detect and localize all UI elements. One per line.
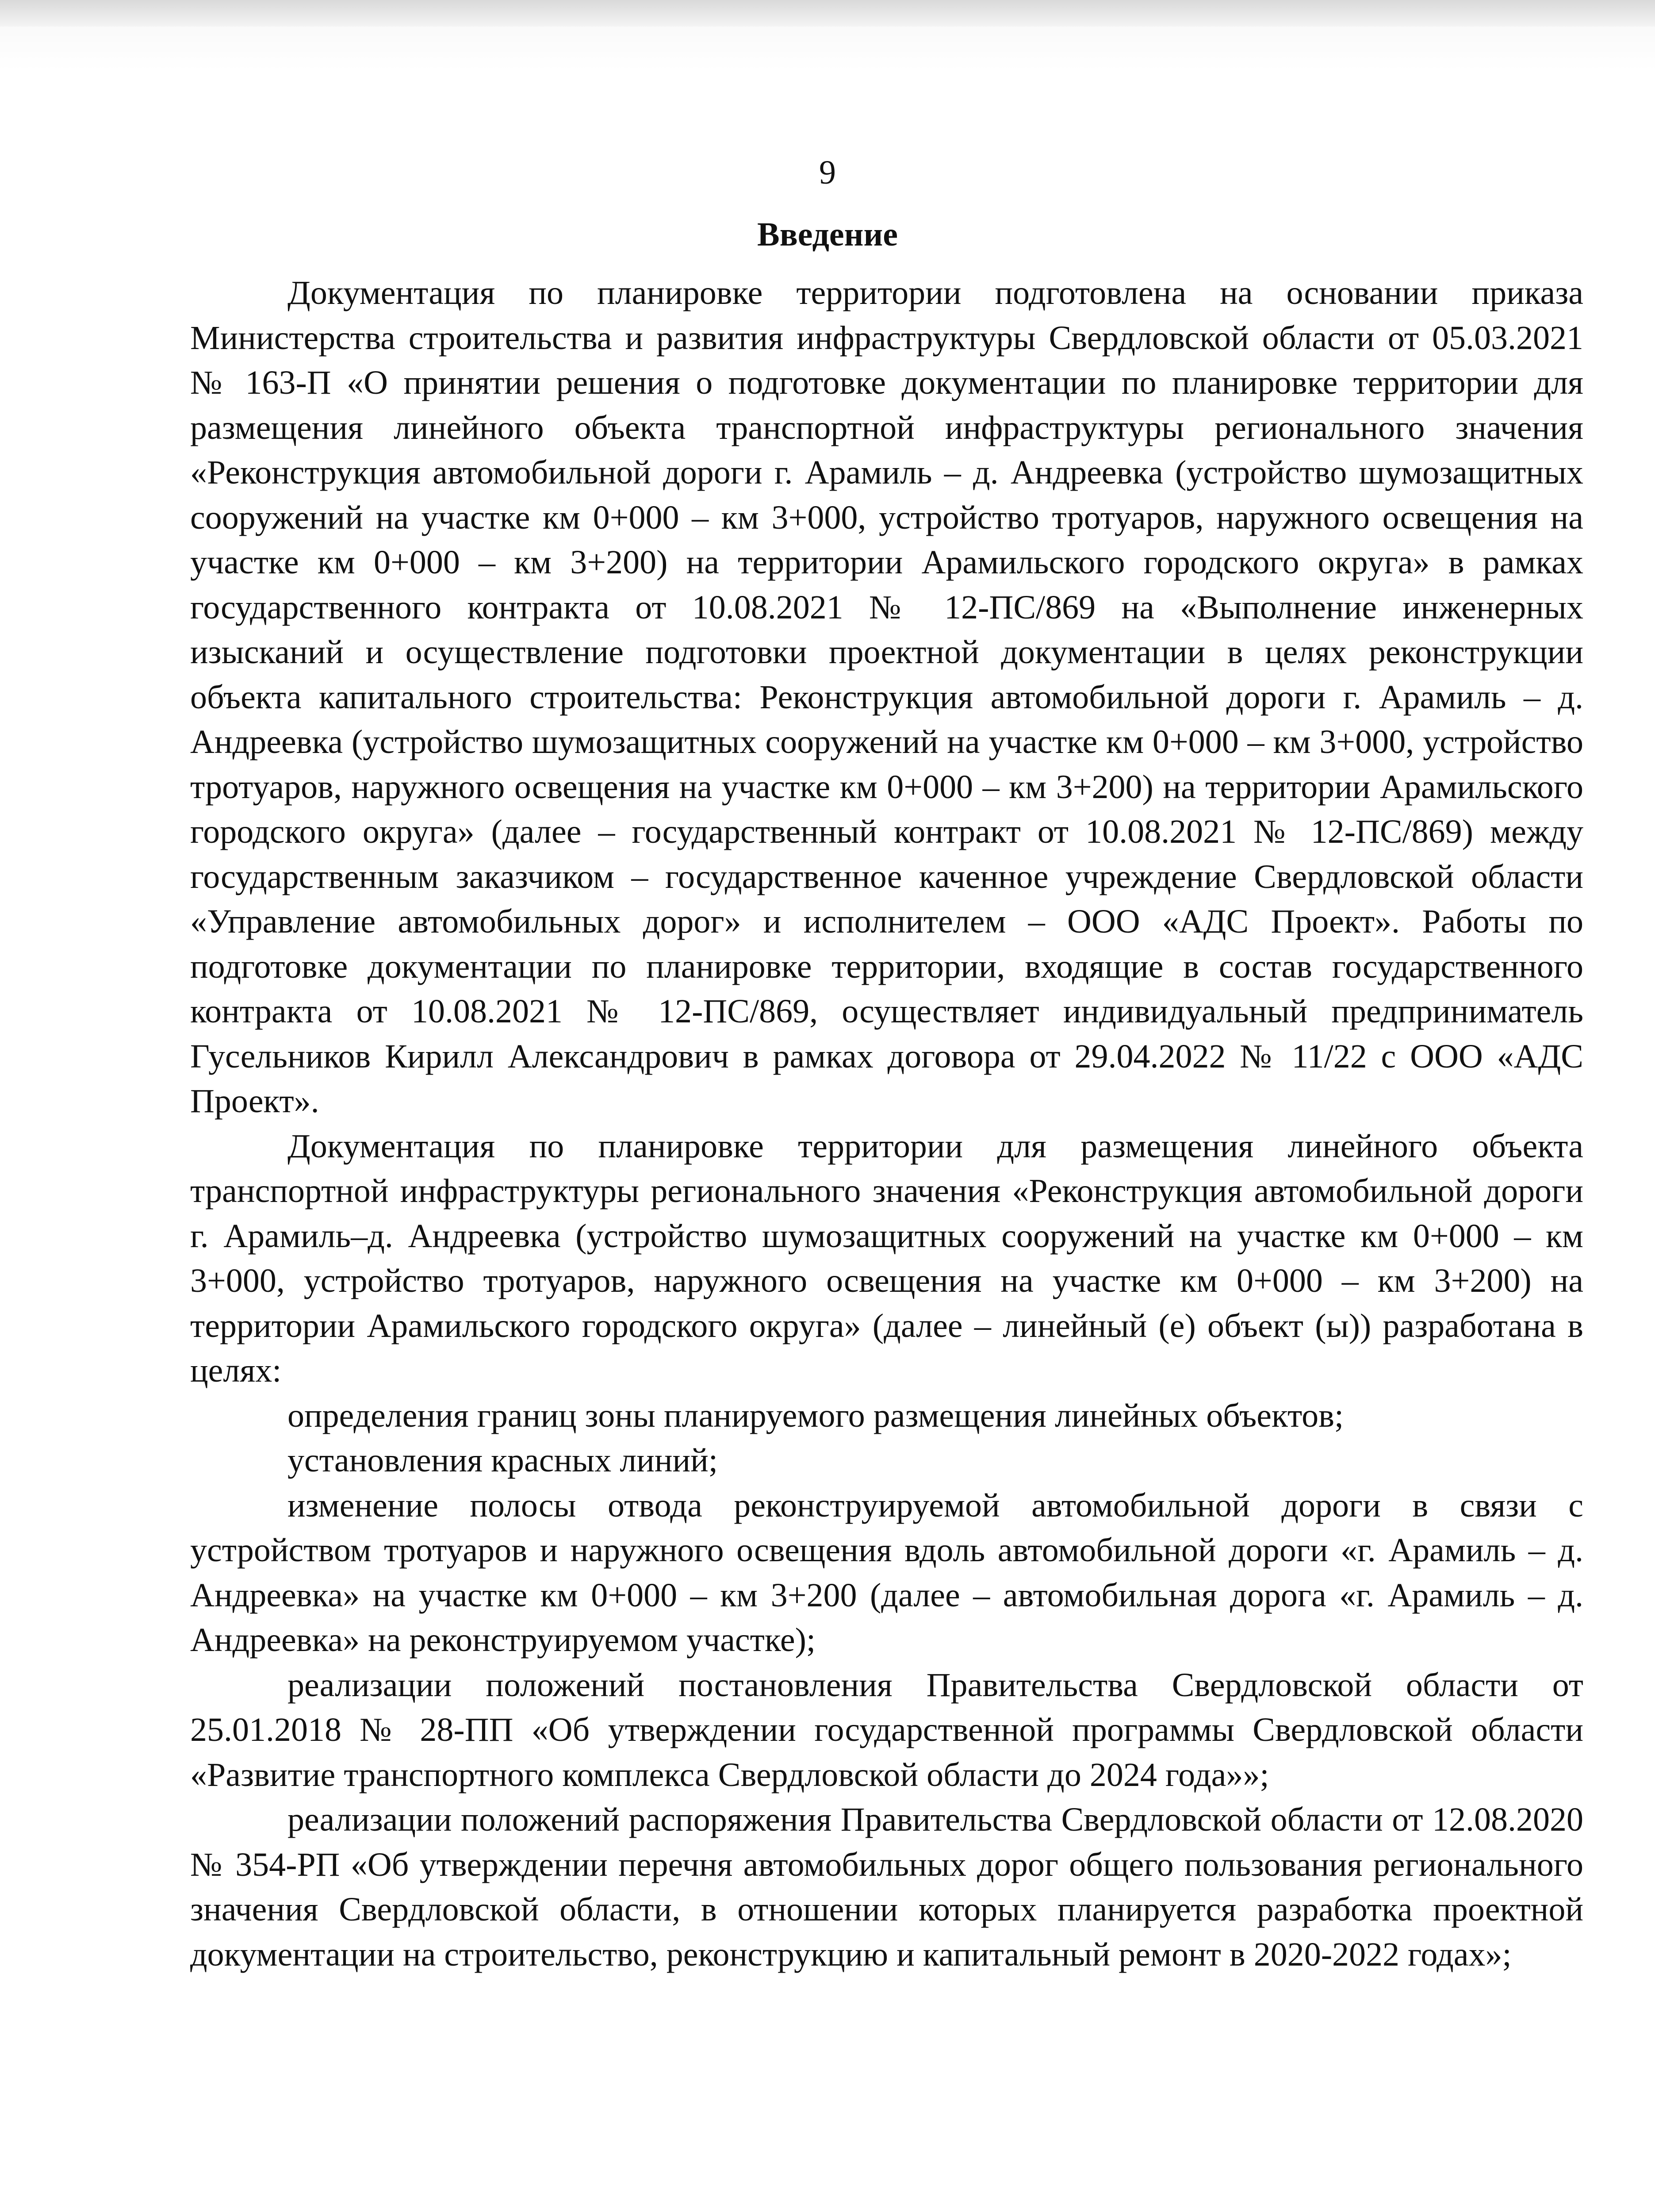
paragraph-basis: Документация по планировке территории подготовлена на основании приказа Министерства строительства и развития инфраструктуры Свердловской области от 05.03.2021 № 163-П «О принятии решения о подготовке документации по планировке территории для размещения линейного объекта транспортной инфраструктуры регионального значения «Реконструкция автомобильной дороги г. Арамиль – д. Андреевка (устройство шумозащитных сооружений на участке км 0+000 – км 3+000, устройство тротуаров, наружного освещения на участке км 0+000 – км 3+200) на территории Арамильского городского округа» в рамках государственного контракта от 10.08.2021 № 12-ПС/869 на «Выполнение инженерных изысканий и осуществление подготовки проектной документации в целях реконструкции объекта капитального строительства: Реконструкция автомобильной дороги г. Арамиль – д. Андреевка (устройство шумозащитных сооружений на участке км 0+000 – км 3+000, устройство тротуаров, наружного освещения на участке км 0+000 – км 3+200) на территории Арамильского городского округа» (далее – государственный контракт от 10.08.2021 № 12-ПС/869) между государственным заказчиком – государственное каченное учреждение Свердловской области «Управление автомобильных дорог» и исполнителем – ООО «АДС Проект». Работы по подготовке документации по планировке территории, входящие в состав государственного контракта от 10.08.2021 № 12-ПС/869, осуществляет индивидуальный предприниматель Гусельников Кирилл Александрович в рамках договора от 29.04.2022 № 11/22 с ООО «АДС Проект». — [190, 274, 1583, 1120]
list-item-resolution: реализации положений постановления Правительства Свердловской области от 25.01.2018 № 28-ПП «Об утверждении государственной программы Свердловской области «Развитие транспортного комплекса Свердловской области до 2024 года»»; — [190, 1666, 1583, 1793]
scan-edge-top — [0, 0, 1655, 27]
paragraph-purpose-intro: Документация по планировке территории для размещения линейного объекта транспортной инфраструктуры регионального значения «Реконструкция автомобильной дороги г. Арамиль–д. Андреевка (устройство шумозащитных сооружений на участке км 0+000 – км 3+000, устройство тротуаров, наружного освещения на участке км 0+000 – км 3+200) на территории Арамильского городского округа» (далее – линейный (е) объект (ы)) разработана в целях: — [190, 1127, 1583, 1389]
list-item-red-lines: установления красных линий; — [287, 1442, 718, 1479]
section-heading: Введение — [757, 216, 898, 253]
list-item-order: реализации положений распоряжения Правительства Свердловской области от 12.08.2020 № 354-РП «Об утверждении перечня автомобильных дорог общего пользования регионального значения Свердловской области, в отношении которых планируется разработка проектной документации на строительство, реконструкцию и капитальный ремонт в 2020-2022 годах»; — [190, 1801, 1583, 1973]
page-number: 9 — [819, 154, 836, 191]
list-item-boundaries: определения границ зоны планируемого размещения линейных объектов; — [287, 1397, 1344, 1434]
list-item-right-of-way: изменение полосы отвода реконструируемой автомобильной дороги в связи с устройством тротуаров и наружного освещения вдоль автомобильной дороги «г. Арамиль – д. Андреевка» на участке км 0+000 – км 3+200 (далее – автомобильная дорога «г. Арамиль – д. Андреевка» на реконструируемом участке); — [190, 1486, 1583, 1659]
body-text — [190, 271, 1583, 1977]
